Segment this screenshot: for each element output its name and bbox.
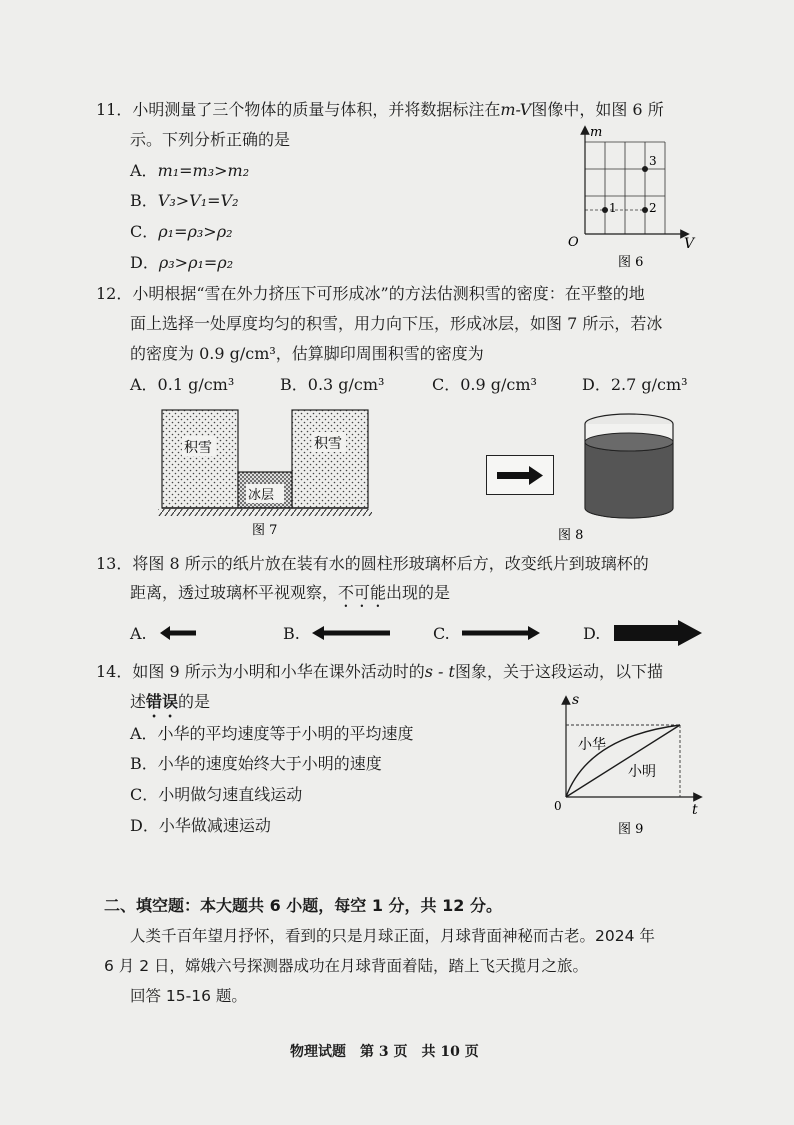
section-2-paragraph-line1: 人类千百年望月抒怀，看到的只是月球正面，月球背面神秘而古老。2024 年 <box>130 927 655 945</box>
axis-label-t: t <box>692 802 698 818</box>
q11-stem-line2: 示。下列分析正确的是 <box>130 130 291 149</box>
figure-7-snow-diagram <box>150 400 380 545</box>
emphasis-incorrect: 错误 <box>146 692 179 711</box>
snow-block-left <box>162 410 238 508</box>
section-2-paragraph-line3: 回答 15-16 题。 <box>130 987 247 1005</box>
q12-option-d[interactable]: D．2.7 g/cm³ <box>582 375 688 394</box>
paper-card-with-arrow <box>486 455 554 495</box>
emphasis-not-possible: 不可能 <box>338 583 387 602</box>
q11-option-c[interactable]: C．ρ₁=ρ₃>ρ₂ <box>130 222 233 241</box>
section-2-paragraph-line2: 6 月 2 日，嫦娥六号探测器成功在月球背面着陆，踏上飞天揽月之旅。 <box>104 957 589 975</box>
right-arrow-thick-icon[interactable] <box>612 618 704 648</box>
figure-7-caption: 图 7 <box>252 523 278 538</box>
q14-option-c[interactable]: C．小明做匀速直线运动 <box>130 785 303 804</box>
q14-option-d[interactable]: D．小华做减速运动 <box>130 816 271 835</box>
right-arrow-long-icon[interactable] <box>460 623 542 643</box>
section-2-heading: 二、填空题：本大题共 6 小题，每空 1 分，共 12 分。 <box>104 896 502 915</box>
q13-option-a-label[interactable]: A. <box>130 624 147 643</box>
q13-stem-line1: 13．将图 8 所示的纸片放在装有水的圆柱形玻璃杯后方，改变纸片到玻璃杯的 <box>96 554 649 573</box>
point-3-marker <box>642 166 648 172</box>
q14-option-a[interactable]: A．小华的平均速度等于小明的平均速度 <box>130 724 414 743</box>
figure-6-caption: 图 6 <box>618 255 644 270</box>
q12-option-b[interactable]: B．0.3 g/cm³ <box>280 375 385 394</box>
figure-8-caption: 图 8 <box>558 528 584 543</box>
point-2-label: 2 <box>649 201 657 215</box>
q11-option-a[interactable]: A．m₁=m₃>m₂ <box>130 161 250 180</box>
q13-option-c-label[interactable]: C. <box>433 624 450 643</box>
page-footer: 物理试题 第 3 页 共 10 页 <box>290 1044 479 1060</box>
snow-right-label: 积雪 <box>314 436 342 452</box>
q12-option-a[interactable]: A．0.1 g/cm³ <box>130 375 235 394</box>
q12-stem-line2: 面上选择一处厚度均匀的积雪，用力向下压，形成冰层，如图 7 所示，若冰 <box>130 314 663 333</box>
q11-option-b[interactable]: B．V₃>V₁=V₂ <box>130 191 239 210</box>
q14-stem-line1: 14．如图 9 所示为小明和小华在课外活动时的s - t图象，关于这段运动，以下描 <box>96 662 663 681</box>
left-arrow-long-icon[interactable] <box>310 623 392 643</box>
point-3-label: 3 <box>649 154 657 168</box>
line-xiaoming <box>566 725 680 797</box>
figure-9-caption: 图 9 <box>618 822 644 837</box>
figure-6-mv-graph <box>560 122 700 272</box>
q13-stem-line2: 距离，透过玻璃杯平视观察，不可能出现的是 <box>130 583 451 602</box>
q14-stem-line2: 述错误的是 <box>130 692 211 711</box>
left-arrow-small-icon[interactable] <box>158 623 198 643</box>
q14-option-b[interactable]: B．小华的速度始终大于小明的速度 <box>130 754 382 773</box>
point-1-marker <box>602 207 608 213</box>
origin-label-0: 0 <box>554 799 562 813</box>
figure-9-st-graph <box>548 692 708 842</box>
water-glass-figure <box>558 404 686 549</box>
label-xiaoming: 小明 <box>628 764 656 780</box>
axis-label-s: s <box>572 692 580 708</box>
snow-block-right <box>292 410 368 508</box>
snow-left-label: 积雪 <box>184 440 212 456</box>
right-arrow-icon <box>487 456 553 494</box>
axis-label-v: V <box>684 236 695 252</box>
q13-option-b-label[interactable]: B. <box>283 624 300 643</box>
q12-stem-line1: 12．小明根据“雪在外力挤压下可形成冰”的方法估测积雪的密度：在平整的地 <box>96 284 645 303</box>
ice-label: 冰层 <box>248 488 275 503</box>
q13-option-d-label[interactable]: D. <box>583 624 601 643</box>
q12-option-c[interactable]: C．0.9 g/cm³ <box>432 375 537 394</box>
q11-option-d[interactable]: D．ρ₃>ρ₁=ρ₂ <box>130 253 234 272</box>
origin-label: O <box>568 235 579 250</box>
point-2-marker <box>642 207 648 213</box>
q12-stem-line3: 的密度为 0.9 g/cm³，估算脚印周围积雪的密度为 <box>130 344 484 363</box>
axis-label-m: m <box>590 125 603 140</box>
label-xiaohua: 小华 <box>578 737 606 753</box>
q11-stem-line1: 11．小明测量了三个物体的质量与体积，并将数据标注在m-V图像中，如图 6 所 <box>96 100 664 119</box>
point-1-label: 1 <box>609 201 617 215</box>
